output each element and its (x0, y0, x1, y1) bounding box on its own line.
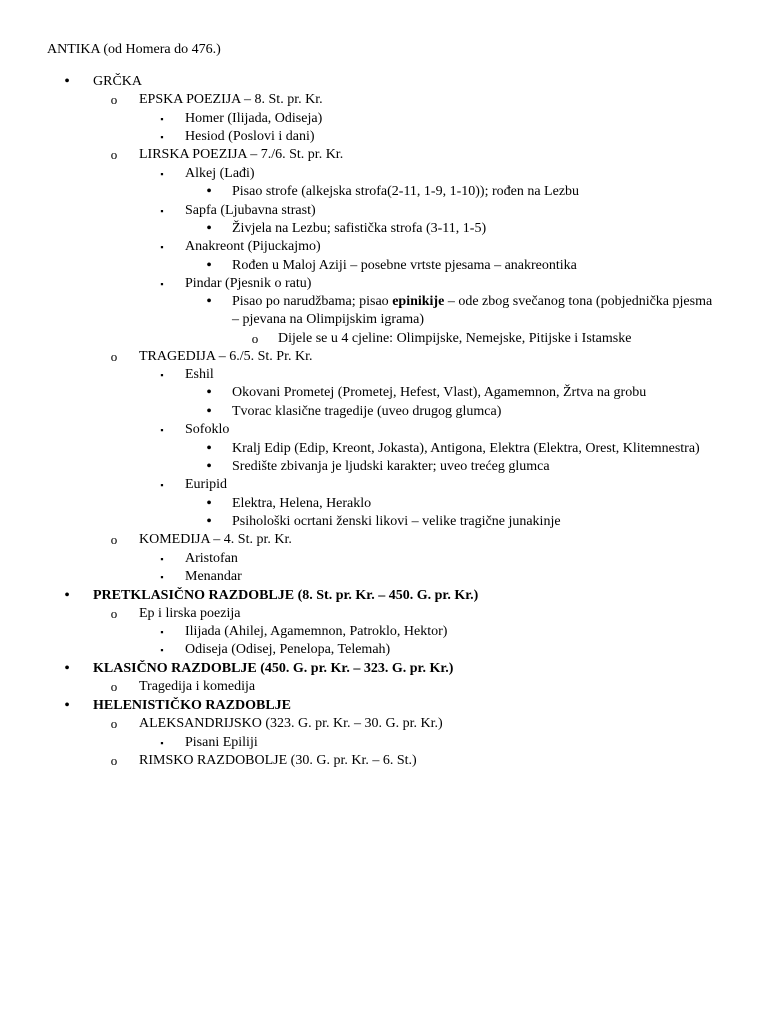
list-bullet-icon: • (64, 73, 70, 90)
list-bullet-icon: ▪ (160, 425, 164, 435)
list-bullet-icon: ▪ (160, 279, 164, 289)
list-item: Ep i lirska poezija (139, 606, 241, 621)
list-bullet-icon: ▪ (160, 627, 164, 637)
list-item: Pisani Epiliji (185, 735, 258, 750)
list-item: Ilijada (Ahilej, Agamemnon, Patroklo, Hektor) (185, 624, 448, 639)
list-bullet-icon: o (110, 716, 118, 731)
list-bullet-icon: • (206, 257, 212, 274)
list-bullet-icon: o (110, 147, 118, 162)
list-bullet-icon: • (206, 440, 212, 457)
list-item: Tvorac klasične tragedije (uveo drugog glumca) (232, 404, 502, 419)
list-item: GRČKA (93, 74, 143, 89)
list-bullet-icon: o (110, 532, 118, 547)
list-item: KOMEDIJA – 4. St. pr. Kr. (139, 532, 292, 547)
list-bullet-icon: ▪ (160, 738, 164, 748)
list-item: Aristofan (185, 551, 238, 566)
list-item: Sofoklo (185, 422, 230, 437)
list-bullet-icon: ▪ (160, 169, 164, 179)
list-bullet-icon: ▪ (160, 242, 164, 252)
list-bullet-icon: ▪ (160, 572, 164, 582)
list-item: Alkej (Lađi) (185, 166, 255, 181)
list-item: Eshil (185, 367, 214, 382)
list-bullet-icon: o (110, 679, 118, 694)
list-item: KLASIČNO RAZDOBLJE (450. G. pr. Kr. – 323. G. pr. Kr.) (93, 661, 454, 676)
list-bullet-icon: ▪ (160, 645, 164, 655)
list-item: Kralj Edip (Edip, Kreont, Jokasta), Antigona, Elektra (Elektra, Orest, Klitemnestra) (232, 441, 700, 456)
list-bullet-icon: o (251, 331, 259, 346)
document-title: ANTIKA (od Homera do 476.) (47, 42, 221, 57)
list-item: Anakreont (Pijuckajmo) (185, 239, 321, 254)
list-item-emphasis: epinikije (392, 294, 445, 309)
list-bullet-icon: • (206, 513, 212, 530)
list-item-text: Pisao po narudžbama; pisao (232, 294, 393, 309)
list-item: Živjela na Lezbu; safistička strofa (3-11, 1-5) (232, 221, 487, 236)
list-bullet-icon: • (206, 458, 212, 475)
list-bullet-icon: • (206, 183, 212, 200)
list-item: Središte zbivanja je ljudski karakter; uveo trećeg glumca (232, 459, 550, 474)
list-item: Elektra, Helena, Heraklo (232, 496, 372, 511)
list-item: Menandar (185, 569, 242, 584)
list-item: Dijele se u 4 cjeline: Olimpijske, Nemejske, Pitijske i Istamske (278, 331, 632, 346)
list-bullet-icon: • (64, 660, 70, 677)
list-bullet-icon: • (64, 697, 70, 714)
list-item: Pisao strofe (alkejska strofa(2-11, 1-9, 1-10)); rođen na Lezbu (232, 184, 580, 199)
list-bullet-icon: • (206, 384, 212, 401)
list-bullet-icon: ▪ (160, 206, 164, 216)
list-bullet-icon: o (110, 753, 118, 768)
list-item: Homer (Ilijada, Odiseja) (185, 111, 323, 126)
list-item: ALEKSANDRIJSKO (323. G. pr. Kr. – 30. G. pr. Kr.) (139, 716, 443, 731)
list-item: Okovani Prometej (Prometej, Hefest, Vlast), Agamemnon, Žrtva na grobu (232, 385, 647, 400)
list-bullet-icon: • (206, 220, 212, 237)
list-bullet-icon: o (110, 606, 118, 621)
list-item: EPSKA POEZIJA – 8. St. pr. Kr. (139, 92, 323, 107)
list-item: Rođen u Maloj Aziji – posebne vrtste pjesama – anakreontika (232, 258, 577, 273)
list-bullet-icon: o (110, 92, 118, 107)
list-item: PRETKLASIČNO RAZDOBLJE (8. St. pr. Kr. – 450. G. pr. Kr.) (93, 588, 479, 603)
list-item: Hesiod (Poslovi i dani) (185, 129, 315, 144)
list-bullet-icon: • (206, 403, 212, 420)
list-bullet-icon: • (64, 587, 70, 604)
list-item: Euripid (185, 477, 227, 492)
list-bullet-icon: o (110, 349, 118, 364)
list-bullet-icon: ▪ (160, 370, 164, 380)
list-bullet-icon: • (206, 293, 212, 310)
list-item-continuation: – pjevana na Olimpijskim igrama) (232, 312, 425, 327)
list-item: LIRSKA POEZIJA – 7./6. St. pr. Kr. (139, 147, 344, 162)
list-bullet-icon: • (206, 495, 212, 512)
list-item: Tragedija i komedija (139, 679, 256, 694)
list-bullet-icon: ▪ (160, 114, 164, 124)
list-item: Sapfa (Ljubavna strast) (185, 203, 316, 218)
list-item-text: – ode zbog svečanog tona (pobjednička pjesma (444, 294, 713, 309)
list-item: TRAGEDIJA – 6./5. St. Pr. Kr. (139, 349, 313, 364)
list-bullet-icon: ▪ (160, 480, 164, 490)
list-item: Odiseja (Odisej, Penelopa, Telemah) (185, 642, 391, 657)
list-item: Psihološki ocrtani ženski likovi – velike tragične junakinje (232, 514, 561, 529)
list-item: RIMSKO RAZDOBOLJE (30. G. pr. Kr. – 6. St.) (139, 753, 417, 768)
list-item (232, 293, 712, 311)
list-item: HELENISTIČKO RAZDOBLJE (93, 698, 291, 713)
list-bullet-icon: ▪ (160, 132, 164, 142)
list-item: Pindar (Pjesnik o ratu) (185, 276, 312, 291)
list-bullet-icon: ▪ (160, 554, 164, 564)
